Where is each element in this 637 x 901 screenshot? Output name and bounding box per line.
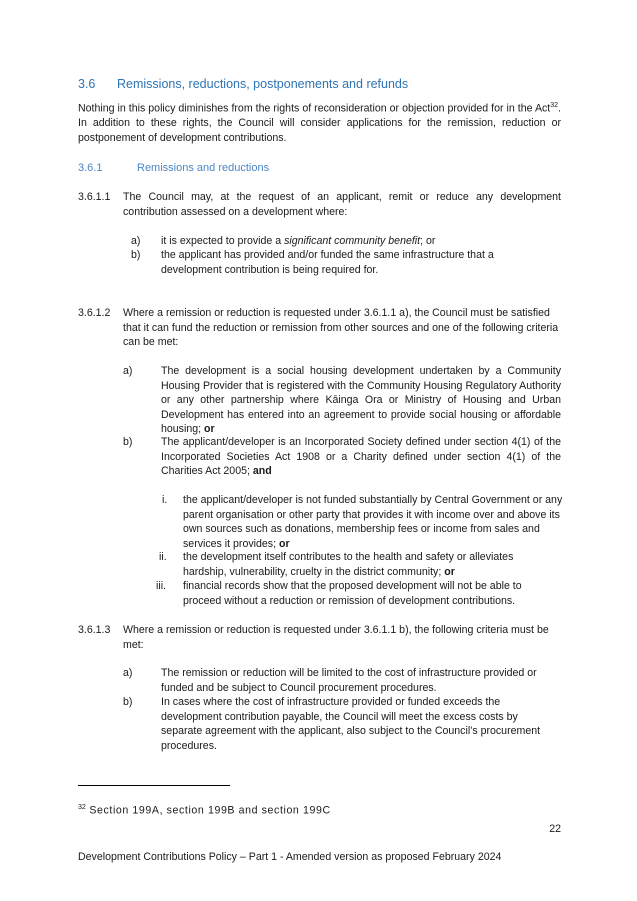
list-label: b) xyxy=(123,436,133,448)
item-emphasis: significant community benefit xyxy=(284,235,421,247)
footnote xyxy=(78,804,331,817)
item-connector: and xyxy=(252,465,272,478)
clause-text: Where a remission or reduction is requested under 3.6.1.1 a), the Council must be satisfied that it can fund the reduction or remission from other sources and one of the following criteria can be met: xyxy=(123,307,559,349)
subsection-number: 3.6.1 xyxy=(78,162,103,174)
sublist-item-text: financial records show that the proposed development will not be able to proceed without a reduction or remission of development contributions. xyxy=(183,580,522,607)
list-item-text xyxy=(161,364,561,437)
intro-text-1: Nothing in this policy diminishes from the rights of reconsideration or objection provided for in the Act xyxy=(78,102,551,115)
list-item-text xyxy=(161,234,541,249)
clause-number: 3.6.1.1 xyxy=(78,191,111,203)
subsection-title: Remissions and reductions xyxy=(137,162,270,174)
list-label: b) xyxy=(131,249,141,261)
sublist-label: i. xyxy=(162,494,168,506)
sublist-label: ii. xyxy=(159,551,167,563)
item-text: The development is a social housing development undertaken by a Community Housing Provider that is registered with the Community Housing Regulatory Authority or any other partnership where Kāinga Ora or Ministry of Housing and Urban Development has entered into an agreement to provide social housing or affordable housing; xyxy=(161,365,561,436)
clause-number: 3.6.1.3 xyxy=(78,624,111,636)
item-text: The applicant/developer is an Incorporated Society defined under section 4(1) of the Incorporated Societies Act 1908 or a Charity defined under section 4(1) of the Charities Act 2005; xyxy=(161,436,561,478)
intro-text-2: . In addition to these rights, the Council will consider applications for the remission, reduction or postponement of development contributions. xyxy=(78,102,561,144)
clause-number: 3.6.1.2 xyxy=(78,307,111,319)
list-label: a) xyxy=(123,365,133,377)
item-text: the applicant/developer is not funded substantially by Central Government or any parent organisation or other party that provides it with income over and above its own sources such as donations, membership fees or income from sales and services it provides; xyxy=(183,494,563,550)
item-connector: or xyxy=(278,537,290,550)
item-text-end: ; or xyxy=(420,235,436,247)
clause-text: Where a remission or reduction is requested under 3.6.1.1 b), the following criteria must be met: xyxy=(123,624,549,651)
page-number: 22 xyxy=(549,823,561,835)
page-footer: Development Contributions Policy – Part 1 - Amended version as proposed February 2024 xyxy=(78,851,502,863)
list-item-text: The remission or reduction will be limited to the cost of infrastructure provided or funded and be subject to Council procurement procedures. xyxy=(161,667,537,694)
clause-text: The Council may, at the request of an applicant, remit or reduce any development contribution assessed on a development where: xyxy=(123,191,561,218)
item-connector: or xyxy=(204,423,215,436)
footnote-ref[interactable]: 32 xyxy=(550,102,559,109)
footnote-text: Section 199A, section 199B and section 199C xyxy=(89,804,331,817)
section-title: Remissions, reductions, postponements and refunds xyxy=(117,77,409,91)
item-connector: or xyxy=(444,565,455,578)
list-label: b) xyxy=(123,696,133,708)
sublist-item-text xyxy=(183,550,553,579)
intro-paragraph xyxy=(78,99,561,145)
footnote-number: 32 xyxy=(78,804,86,811)
list-label: a) xyxy=(123,667,133,679)
list-item-text: In cases where the cost of infrastructure provided or funded exceeds the development contribution payable, the Council will meet the excess costs by separate agreement with the applicant, also subject to the Council’s procurement procedures. xyxy=(161,696,541,752)
section-number: 3.6 xyxy=(78,77,96,91)
footnote-separator xyxy=(78,785,230,786)
list-item-text xyxy=(161,435,561,479)
sublist-label: iii. xyxy=(156,580,167,592)
item-text: the development itself contributes to the health and safety or alleviates hardship, vulnerability, cruelty in the district community; xyxy=(183,551,514,578)
list-label: a) xyxy=(131,235,141,247)
item-text: it is expected to provide a xyxy=(161,235,285,247)
sublist-item-text xyxy=(183,493,563,551)
list-item-text: the applicant has provided and/or funded the same infrastructure that a development contribution is being required for. xyxy=(161,249,494,276)
